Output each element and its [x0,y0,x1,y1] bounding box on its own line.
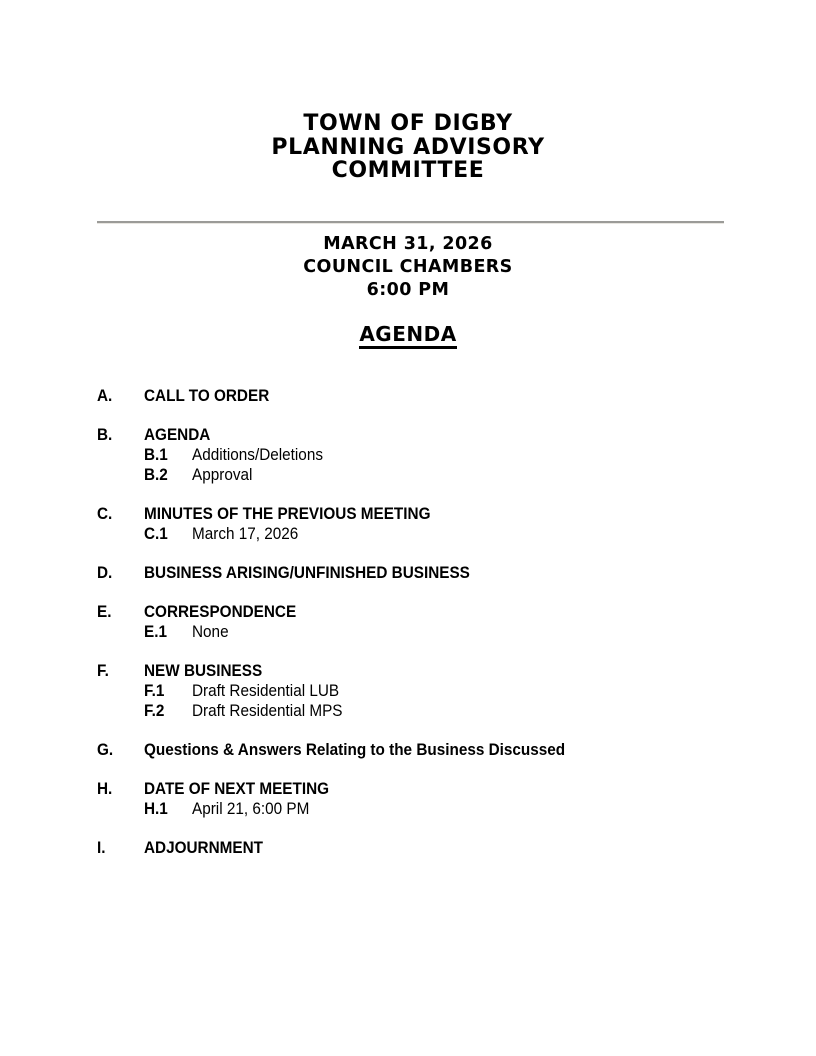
agenda-item-b [97,425,757,485]
agenda-subitem-b2 [97,465,757,485]
agenda-subitem-h1-text: April 21, 6:00 PM [192,799,310,818]
agenda-subitem-b2-text: Approval [192,465,253,484]
agenda-subitem-h1-label: H.1 [144,799,168,818]
title-line-1: TOWN OF DIGBY [303,111,513,136]
agenda-section-title [0,322,816,346]
agenda-item-d-head [97,563,757,583]
title-line-2: PLANNING ADVISORY [271,134,545,160]
agenda-item-h-heading: DATE OF NEXT MEETING [144,779,330,798]
agenda-item-g [97,740,757,760]
agenda-subitem-e1-text: None [192,622,229,641]
agenda-subitem-b2-label: B.2 [144,465,168,484]
agenda-subitem-h1 [97,799,757,819]
agenda-item-h-letter: H. [97,779,113,798]
agenda-item-f-letter: F. [97,661,109,680]
horizontal-divider [97,221,724,223]
agenda-item-g-head [97,740,757,760]
meeting-info-block [0,233,816,302]
agenda-item-c-letter: C. [97,504,113,523]
agenda-subitem-e1-label: E.1 [144,622,167,641]
agenda-section-title-text: AGENDA [359,322,456,349]
title-line-3: COMMITTEE [331,158,485,183]
agenda-subitem-b1-text: Additions/Deletions [192,445,323,464]
agenda-item-e-head [97,602,757,622]
agenda-items-list [97,386,757,858]
agenda-item-a [97,386,757,406]
agenda-item-f [97,661,757,721]
agenda-item-d-letter: D. [97,563,113,582]
agenda-item-c [97,504,757,544]
agenda-item-i-letter: I. [97,838,106,857]
document-masthead [0,112,816,183]
agenda-subitem-f2 [97,701,757,721]
agenda-item-f-heading: NEW BUSINESS [144,661,263,680]
agenda-item-g-letter: G. [97,740,114,759]
agenda-item-a-head [97,386,757,406]
meeting-time: 6:00 PM [366,280,450,300]
agenda-item-f-head [97,661,757,681]
agenda-subitem-e1 [97,622,757,642]
agenda-item-i-heading: ADJOURNMENT [144,838,264,857]
agenda-subitem-f1-text: Draft Residential LUB [192,681,340,700]
agenda-item-b-head [97,425,757,445]
agenda-subitem-f1-label: F.1 [144,681,165,700]
agenda-item-h-head [97,779,757,799]
agenda-item-g-heading: Questions & Answers Relating to the Business Discussed [144,740,566,759]
agenda-item-h [97,779,757,819]
agenda-item-a-letter: A. [97,386,113,405]
agenda-item-e [97,602,757,642]
agenda-item-e-letter: E. [97,602,112,621]
meeting-date: MARCH 31, 2026 [323,234,493,254]
meeting-location: COUNCIL CHAMBERS [303,257,513,277]
agenda-subitem-c1 [97,524,757,544]
agenda-subitem-c1-text: March 17, 2026 [192,524,299,543]
agenda-item-c-head [97,504,757,524]
agenda-item-b-heading: AGENDA [144,425,211,444]
agenda-item-i [97,838,757,858]
agenda-item-e-heading: CORRESPONDENCE [144,602,297,621]
agenda-item-i-head [97,838,757,858]
agenda-subitem-f2-text: Draft Residential MPS [192,701,343,720]
agenda-item-c-heading: MINUTES OF THE PREVIOUS MEETING [144,504,431,523]
agenda-subitem-b1 [97,445,757,465]
agenda-subitem-f2-label: F.2 [144,701,165,720]
agenda-subitem-f1 [97,681,757,701]
agenda-item-a-heading: CALL TO ORDER [144,386,270,405]
agenda-item-b-letter: B. [97,425,113,444]
agenda-item-d [97,563,757,583]
agenda-subitem-b1-label: B.1 [144,445,168,464]
agenda-item-d-heading: BUSINESS ARISING/UNFINISHED BUSINESS [144,563,470,582]
agenda-subitem-c1-label: C.1 [144,524,168,543]
